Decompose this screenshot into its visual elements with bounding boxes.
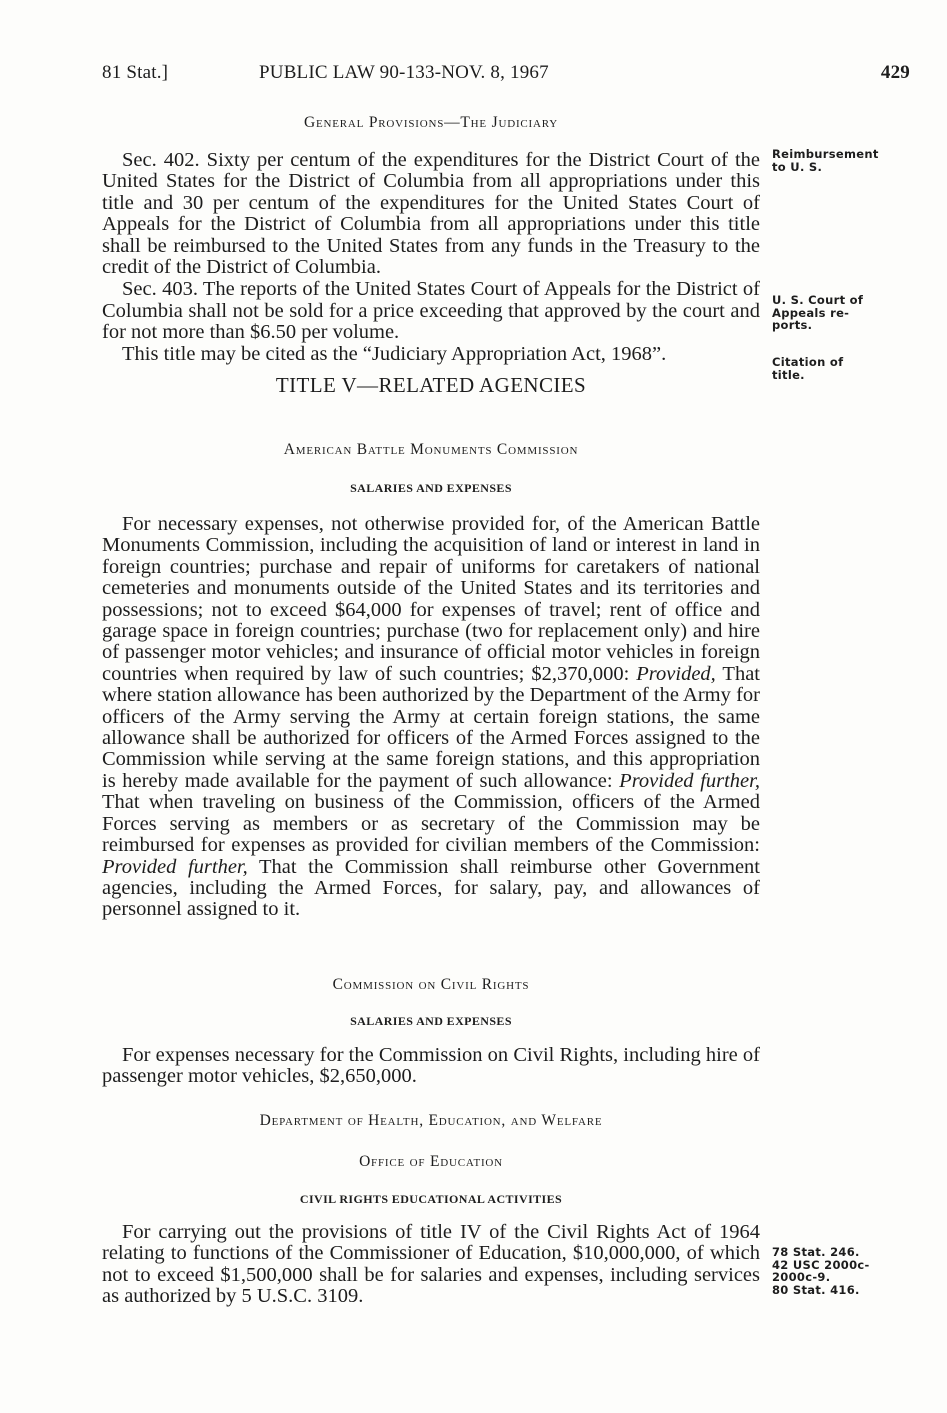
- section-403-paragraph: Sec. 403. The reports of the United States Court of Appeals for the District of Columbia shall not be sold for a price exceeding that approved by the court and for not more than $6.50 per volume.: [102, 278, 760, 344]
- civil-rights-subhead-wrap: [102, 1014, 760, 1029]
- citation-paragraph: This title may be cited as the “Judiciary Appropriation Act, 1968”.: [122, 342, 667, 365]
- civil-rights-heading: Commission on Civil Rights: [332, 976, 530, 993]
- title-v-heading: TITLE V—RELATED AGENCIES: [275, 373, 587, 397]
- civil-rights-subhead: SALARIES AND EXPENSES: [350, 1014, 512, 1028]
- title-v-heading-wrap: [102, 373, 760, 398]
- abmc-subhead: SALARIES AND EXPENSES: [350, 481, 512, 495]
- general-provisions-body: [102, 150, 760, 365]
- running-head-title: PUBLIC LAW 90-133-NOV. 8, 1967: [259, 62, 549, 83]
- running-head-volume: 81 Stat.]: [102, 62, 169, 83]
- abmc-subhead-wrap: [102, 481, 760, 496]
- office-of-education-heading-wrap: [102, 1153, 760, 1171]
- section-402-paragraph: Sec. 402. Sixty per centum of the expenditures for the District Court of the United States for the District of Columbia from all appropriations under this title and 30 per centum of the expenditures for the United States Court of Appeals for the District of Columbia from all appropriations under this title shall be reimbursed to the United States from any funds in the Treasury to the credit of the District of Columbia.: [102, 149, 760, 279]
- page-number: 429: [880, 62, 910, 83]
- civil-rights-paragraph: For expenses necessary for the Commission on Civil Rights, including hire of passenger motor vehicles, $2,650,000.: [102, 1044, 760, 1088]
- civil-rights-body: [102, 1045, 760, 1088]
- hew-subhead: CIVIL RIGHTS EDUCATIONAL ACTIVITIES: [299, 1192, 563, 1206]
- margin-note-citation: Citation of title.: [772, 355, 844, 382]
- margin-note-reimbursement: Reimbursement to U. S.: [772, 147, 879, 174]
- hew-paragraph: For carrying out the provisions of title IV of the Civil Rights Act of 1964 relating to functions of the Commissioner of Education, $10,000,000, of which not to exceed $1,500,000 shall be for salaries and expenses, including services as authorized by 5 U.S.C. 3109.: [102, 1221, 760, 1308]
- hew-body: [102, 1222, 760, 1308]
- abmc-heading: American Battle Monuments Commission: [283, 441, 579, 458]
- general-provisions-heading-wrap: [102, 114, 760, 132]
- hew-heading: Department of Health, Education, and Welfare: [259, 1112, 603, 1129]
- margin-note-statutes: 78 Stat. 246. 42 USC 2000c- 2000c-9. 80 Stat. 416.: [772, 1245, 870, 1297]
- section-heading-judiciary: General Provisions—The Judiciary: [303, 114, 559, 131]
- hew-heading-wrap: [102, 1112, 760, 1130]
- civil-rights-heading-wrap: [102, 976, 760, 994]
- office-of-education-heading: Office of Education: [359, 1153, 503, 1170]
- margin-note-court-reports: U. S. Court of Appeals re- ports.: [772, 293, 864, 332]
- abmc-heading-wrap: [102, 441, 760, 459]
- abmc-paragraph: For necessary expenses, not otherwise provided for, of the American Battle Monuments Commission, including the acquisition of land or interest in land in foreign countries; purchase and repair of uniforms for caretakers of national cemeteries and monuments outside of the United States and its territories and possessions; not to exceed $64,000 for expenses of travel; rent of office and garage space in foreign countries; purchase (two for replacement only) and hire of passenger motor vehicles; and insurance of official motor vehicles in foreign countries when required by law of such countries; $2,370,000: Provided, That where station allowance has been authorized by the Department of the Army for officers of the Army serving the Army at certain foreign stations, the same allowance shall be authorized for officers of the Armed Forces assigned to the Commission while serving at the same foreign stations, and this appropriation is hereby made available for the payment of such allowance: Provided further, That when traveling on business of the Commission, officers of the Armed Forces serving as members or as secretary of the Commission may be reimbursed for expenses as provided for civilian members of the Commission: Provided further, That the Commission shall reimburse other Government agencies, including the Armed Forces, for salary, pay, and allowances of personnel assigned to it.: [102, 513, 760, 921]
- hew-subhead-wrap: [102, 1192, 760, 1207]
- abmc-body: [102, 514, 760, 921]
